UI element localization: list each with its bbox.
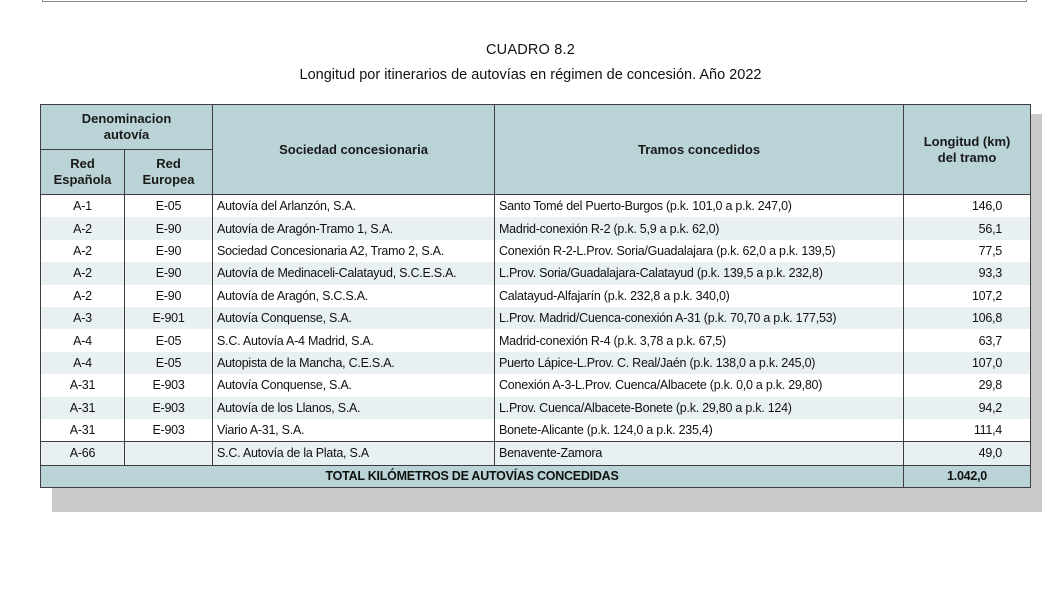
cell-sociedad [213, 419, 495, 442]
cell-red-espanola [41, 442, 125, 465]
cell-tramo [495, 217, 904, 239]
table-row [41, 442, 1031, 465]
cell-sociedad-text: Sociedad Concesionaria A2, Tramo 2, S.A. [217, 243, 444, 258]
cell-red-espanola-text: A-1 [73, 199, 92, 214]
cell-tramo [495, 195, 904, 218]
cell-tramo-text: Santo Tomé del Puerto-Burgos (p.k. 101,0 a p.k. 247,0) [499, 199, 792, 214]
cell-sociedad-text: S.C. Autovía A-4 Madrid, S.A. [217, 333, 374, 348]
cell-red-europea [125, 285, 213, 307]
cell-red-europea-text: E-90 [155, 243, 182, 258]
cell-red-espanola [41, 195, 125, 218]
cell-longitud-text: 94,2 [978, 400, 1003, 415]
table-row [41, 397, 1031, 419]
cell-tramo [495, 397, 904, 419]
cell-red-europea-text: E-901 [152, 311, 185, 326]
cell-longitud-text: 49,0 [978, 446, 1003, 461]
cell-red-europea-text: E-05 [155, 333, 182, 348]
cell-red-espanola [41, 285, 125, 307]
cell-longitud [904, 195, 1031, 218]
cell-tramo [495, 262, 904, 284]
table-subtitle: Longitud por itinerarios de autovías en régimen de concesión. Año 2022 [299, 67, 762, 83]
cell-red-europea [125, 352, 213, 374]
header-denominacion: Denominacion autovía [41, 105, 213, 150]
cell-tramo [495, 352, 904, 374]
cell-sociedad [213, 240, 495, 262]
page-frame-top [42, 0, 1027, 2]
table-row [41, 217, 1031, 239]
cell-longitud-text: 111,4 [973, 423, 1003, 438]
table-row [41, 329, 1031, 351]
cell-tramo [495, 419, 904, 442]
cell-tramo-text: Conexión A-3-L.Prov. Cuenca/Albacete (p.k. 0,0 a p.k. 29,80) [499, 378, 823, 393]
cell-tramo-text: Puerto Lápice-L.Prov. C. Real/Jaén (p.k. 138,0 a p.k. 245,0) [499, 355, 816, 370]
cell-longitud [904, 419, 1031, 442]
cell-red-espanola [41, 307, 125, 329]
table-row [41, 307, 1031, 329]
header-red-europea: Red Europea [125, 150, 213, 195]
cell-sociedad [213, 397, 495, 419]
cell-longitud-text: 146,0 [971, 199, 1003, 214]
cell-sociedad [213, 285, 495, 307]
cell-red-espanola-text: A-2 [73, 243, 92, 258]
cell-sociedad [213, 442, 495, 465]
cell-sociedad-text: Autovía Conquense, S.A. [217, 378, 352, 393]
cell-red-europea [125, 374, 213, 396]
cell-red-espanola [41, 374, 125, 396]
cell-longitud [904, 217, 1031, 239]
cell-red-espanola-text: A-66 [69, 446, 96, 461]
header-red-espanola: Red Española [41, 150, 125, 195]
cell-longitud-text: 56,1 [978, 221, 1003, 236]
cell-red-europea-text: E-90 [155, 266, 182, 281]
table-row [41, 374, 1031, 396]
cell-red-espanola-text: A-2 [73, 221, 92, 236]
cell-longitud [904, 397, 1031, 419]
cell-sociedad-text: S.C. Autovía de la Plata, S.A [217, 446, 369, 461]
cell-longitud-text: 93,3 [978, 266, 1003, 281]
cell-red-espanola [41, 329, 125, 351]
cell-sociedad-text: Autovía de los Llanos, S.A. [217, 400, 361, 415]
cell-longitud-text: 29,8 [978, 378, 1003, 393]
cell-tramo-text: Madrid-conexión R-4 (p.k. 3,78 a p.k. 67,5) [499, 333, 726, 348]
cell-sociedad [213, 307, 495, 329]
table-row [41, 419, 1031, 442]
total-label-text: TOTAL KILÓMETROS DE AUTOVÍAS CONCEDIDAS [325, 469, 619, 484]
table-row [41, 262, 1031, 284]
cell-red-europea [125, 217, 213, 239]
cell-longitud [904, 307, 1031, 329]
cell-sociedad [213, 352, 495, 374]
cell-red-europea-text: E-903 [152, 400, 185, 415]
cell-sociedad [213, 217, 495, 239]
cell-tramo-text: L.Prov. Cuenca/Albacete-Bonete (p.k. 29,80 a p.k. 124) [499, 400, 792, 415]
cell-red-espanola [41, 217, 125, 239]
header-tramos: Tramos concedidos [495, 105, 904, 195]
cell-red-espanola-text: A-4 [73, 333, 92, 348]
cell-tramo [495, 329, 904, 351]
cell-red-europea-text: E-903 [152, 423, 185, 438]
cell-tramo-text: Benavente-Zamora [499, 446, 603, 461]
cell-red-espanola-text: A-31 [69, 378, 96, 393]
cell-tramo-text: Madrid-conexión R-2 (p.k. 5,9 a p.k. 62,0) [499, 221, 720, 236]
cell-red-espanola-text: A-3 [73, 311, 92, 326]
cell-tramo [495, 442, 904, 465]
cell-red-espanola-text: A-31 [69, 400, 96, 415]
cell-tramo-text: L.Prov. Madrid/Cuenca-conexión A-31 (p.k. 70,70 a p.k. 177,53) [499, 311, 837, 326]
cell-red-europea-text: E-903 [152, 378, 185, 393]
cell-red-espanola-text: A-31 [69, 423, 96, 438]
cell-longitud [904, 329, 1031, 351]
cell-sociedad [213, 195, 495, 218]
cell-red-espanola [41, 397, 125, 419]
cell-red-europea-text: E-05 [155, 355, 182, 370]
cell-longitud-text: 63,7 [978, 333, 1003, 348]
table-code: CUADRO 8.2 [485, 42, 576, 58]
cell-tramo [495, 307, 904, 329]
cell-longitud-text: 107,0 [971, 355, 1003, 370]
cell-sociedad-text: Autovía de Aragón, S.C.S.A. [217, 288, 368, 303]
cell-red-europea [125, 397, 213, 419]
total-value [904, 465, 1031, 487]
cell-red-espanola [41, 262, 125, 284]
cell-longitud [904, 285, 1031, 307]
cell-tramo [495, 374, 904, 396]
cell-red-europea-text: E-90 [155, 288, 182, 303]
cell-sociedad [213, 262, 495, 284]
cell-red-espanola [41, 352, 125, 374]
cell-sociedad-text: Autovía del Arlanzón, S.A. [217, 199, 356, 214]
cell-tramo-text: Conexión R-2-L.Prov. Soria/Guadalajara (p.k. 62,0 a p.k. 139,5) [499, 243, 836, 258]
cell-red-europea [125, 262, 213, 284]
cell-longitud [904, 352, 1031, 374]
total-label [41, 465, 904, 487]
cell-red-europea [125, 307, 213, 329]
table-row [41, 352, 1031, 374]
cell-red-europea [125, 329, 213, 351]
cell-tramo [495, 285, 904, 307]
cell-longitud-text: 106,8 [971, 311, 1003, 326]
data-table [40, 104, 1031, 488]
cell-red-europea [125, 442, 213, 465]
cell-red-europea [125, 195, 213, 218]
cell-sociedad-text: Viario A-31, S.A. [217, 423, 305, 438]
cell-red-europea [125, 240, 213, 262]
total-value-text: 1.042,0 [947, 469, 987, 484]
cell-red-espanola-text: A-2 [73, 266, 92, 281]
cell-red-europea [125, 419, 213, 442]
cell-sociedad-text: Autovía de Aragón-Tramo 1, S.A. [217, 221, 393, 236]
cell-tramo [495, 240, 904, 262]
cell-longitud-text: 107,2 [971, 288, 1003, 303]
cell-red-espanola-text: A-4 [73, 355, 92, 370]
cell-tramo-text: Bonete-Alicante (p.k. 124,0 a p.k. 235,4) [499, 423, 713, 438]
cell-red-espanola-text: A-2 [73, 288, 92, 303]
cell-longitud-text: 77,5 [978, 243, 1003, 258]
cell-red-europea-text: E-90 [155, 221, 182, 236]
cell-tramo-text: Calatayud-Alfajarín (p.k. 232,8 a p.k. 340,0) [499, 288, 730, 303]
cell-sociedad-text: Autovía Conquense, S.A. [217, 311, 352, 326]
cell-sociedad [213, 374, 495, 396]
table-row [41, 240, 1031, 262]
cell-red-europea-text: E-05 [155, 199, 182, 214]
cell-sociedad-text: Autopista de la Mancha, C.E.S.A. [217, 355, 395, 370]
cell-longitud [904, 374, 1031, 396]
cell-sociedad [213, 329, 495, 351]
total-row [41, 465, 1031, 487]
table-row [41, 195, 1031, 218]
table-row [41, 285, 1031, 307]
cell-red-espanola [41, 240, 125, 262]
cell-longitud [904, 442, 1031, 465]
header-sociedad: Sociedad concesionaria [213, 105, 495, 195]
cell-longitud [904, 240, 1031, 262]
header-longitud: Longitud (km) del tramo [904, 105, 1031, 195]
cell-longitud [904, 262, 1031, 284]
cell-red-espanola [41, 419, 125, 442]
cell-sociedad-text: Autovía de Medinaceli-Calatayud, S.C.E.S.A. [217, 266, 457, 281]
cell-tramo-text: L.Prov. Soria/Guadalajara-Calatayud (p.k. 139,5 a p.k. 232,8) [499, 266, 823, 281]
